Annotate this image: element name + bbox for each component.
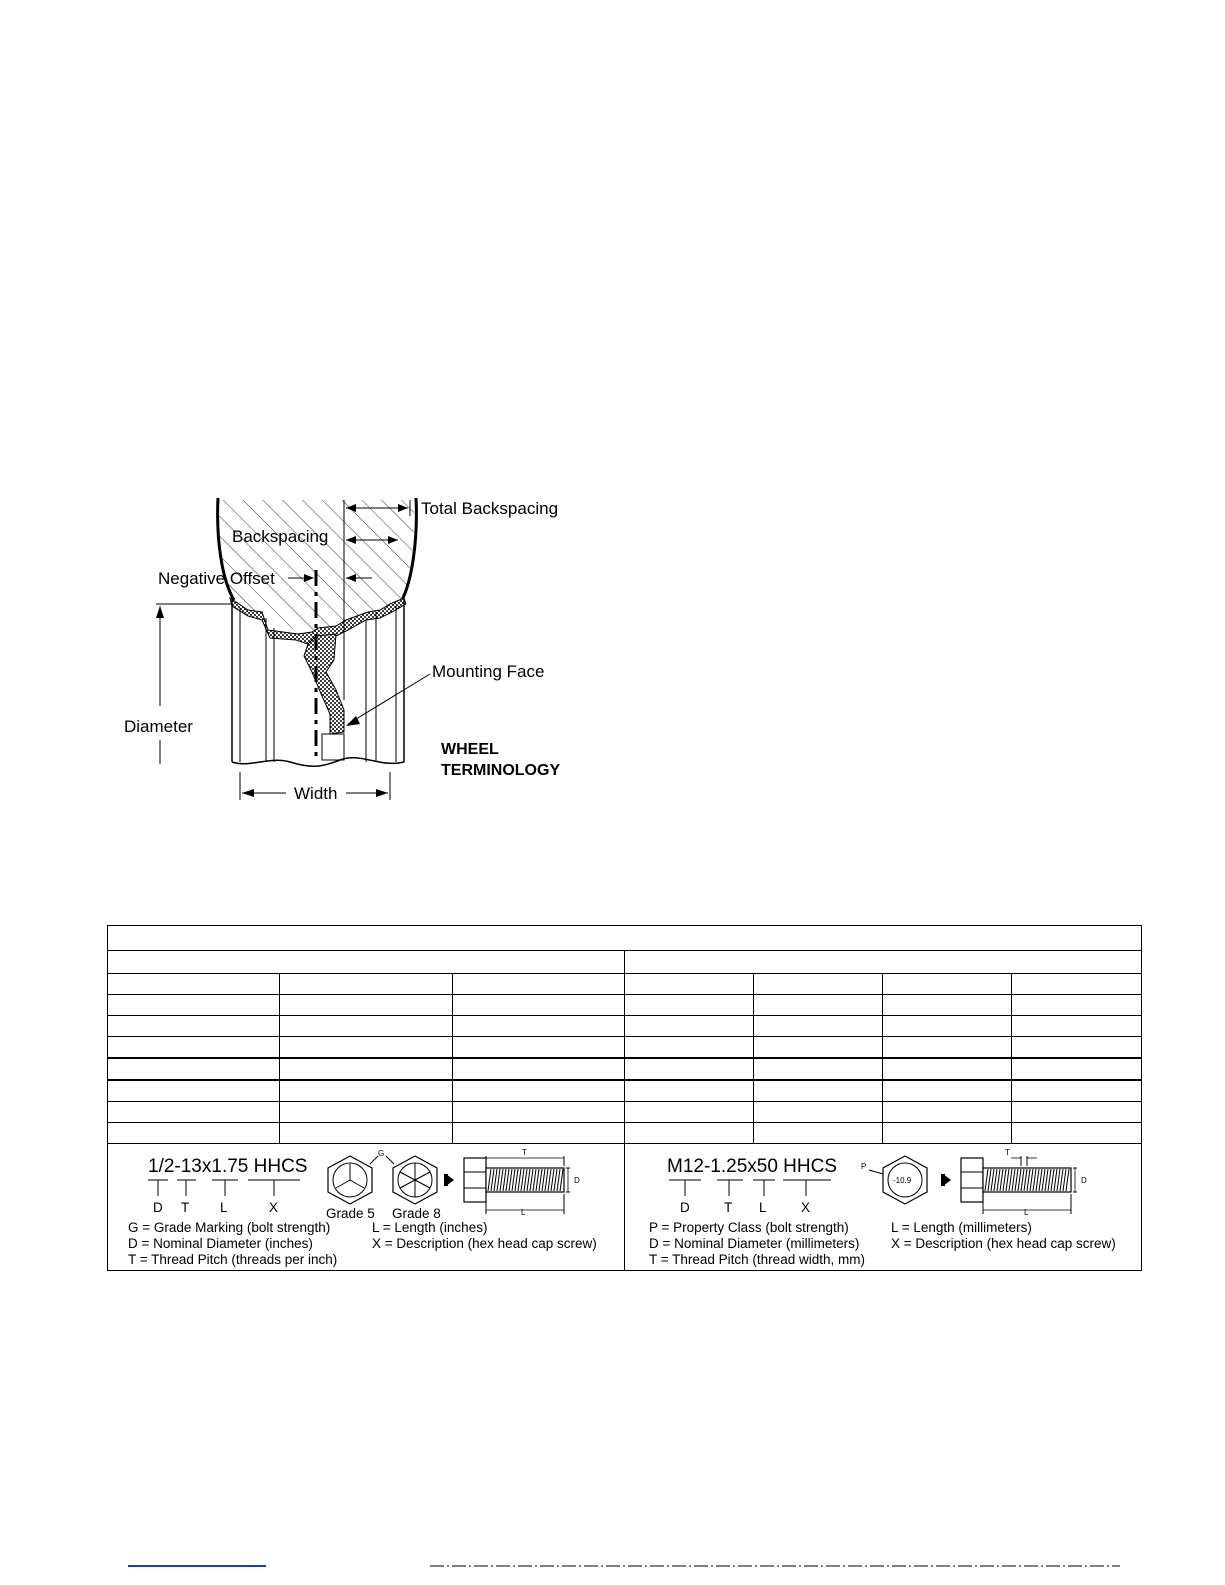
metric-legend-cell [625,1144,1142,1271]
sae-letter-d: D [153,1200,163,1215]
metric-bolt-code: M12-1.25x50 HHCS [667,1156,838,1177]
sae-legend-x: X = Description (hex head cap screw) [372,1236,597,1251]
table-cell [453,1058,625,1080]
backspacing-label: Backspacing [232,527,329,546]
table-cell [1012,995,1142,1016]
table-cell [883,995,1012,1016]
table-cell [883,974,1012,995]
table-cell [625,1080,754,1102]
grade-marker-label: G [378,1149,385,1158]
property-class-bolt-head-icon [883,1156,927,1204]
sae-legend-g: G = Grade Marking (bolt strength) [128,1220,331,1235]
grade8-bolt-head-icon [393,1156,437,1204]
table-cell [883,1037,1012,1059]
table-row [108,1016,1142,1037]
grade5-label: Grade 5 [326,1206,375,1221]
table-cell [625,974,754,995]
table-cell [625,1037,754,1059]
sae-bolt-code: 1/2-13x1.75 HHCS [148,1156,308,1177]
property-marker-label: P [861,1162,867,1171]
metric-bolt-legend [625,1144,1142,1272]
table-cell [625,1016,754,1037]
table-cell [453,1037,625,1059]
table-cell [453,1123,625,1144]
metric-group-header [625,951,1142,974]
table-cell [108,974,280,995]
table-cell [883,1123,1012,1144]
table-cell [1012,1102,1142,1123]
table-cell [883,1102,1012,1123]
table-cell [1012,1058,1142,1080]
grade8-label: Grade 8 [392,1206,441,1221]
table-cell [754,974,883,995]
table-cell [280,1037,453,1059]
footer-strip [0,1560,1225,1585]
table-cell [108,1123,280,1144]
metric-legend-p: P = Property Class (bolt strength) [649,1220,849,1235]
metric-legend-x: X = Description (hex head cap screw) [891,1236,1116,1251]
table-row [108,1037,1142,1059]
table-cell [1012,974,1142,995]
table-cell [754,1123,883,1144]
table-cell [280,1123,453,1144]
metric-letter-x: X [801,1200,811,1215]
wheel-terminology-diagram [110,490,590,810]
metric-bolt-side-view-icon [961,1148,1087,1217]
property-class-value: -10.9 [893,1176,912,1185]
table-group-row [108,951,1142,974]
table-cell [1012,1037,1142,1059]
table-cell [108,1016,280,1037]
metric-letter-d: D [680,1200,690,1215]
sae-letter-l: L [220,1200,228,1215]
table-cell [453,1102,625,1123]
table-cell [754,1037,883,1059]
sae-legend-l: L = Length (inches) [372,1220,488,1235]
table-cell [1012,1080,1142,1102]
table-cell [883,1080,1012,1102]
table-cell [453,1016,625,1037]
sae-bolt-side-view-icon [464,1148,580,1217]
metric-letter-l: L [759,1200,767,1215]
table-row [108,995,1142,1016]
diagram-title-line1: WHEEL [441,741,499,758]
metric-letter-t: T [724,1200,733,1215]
sae-thread-length-mark: T [522,1148,527,1157]
sae-letter-x: X [269,1200,279,1215]
sae-letter-t: T [181,1200,190,1215]
total-backspacing-label: Total Backspacing [421,499,559,518]
metric-diameter-mark: D [1081,1176,1087,1185]
table-cell [883,1016,1012,1037]
table-cell [280,1058,453,1080]
sae-legend-t: T = Thread Pitch (threads per inch) [128,1252,338,1267]
diameter-label: Diameter [124,717,193,736]
table-title-cell [108,926,1142,951]
table-cell [754,1080,883,1102]
sae-legend-d: D = Nominal Diameter (inches) [128,1236,313,1251]
table-cell [1012,1123,1142,1144]
table-row [108,1123,1142,1144]
table-cell [625,1123,754,1144]
table-cell [754,995,883,1016]
diagram-title-line2: TERMINOLOGY [441,762,561,779]
sae-group-header [108,951,625,974]
table-cell [754,1016,883,1037]
table-cell [625,1102,754,1123]
metric-legend-l: L = Length (millimeters) [891,1220,1032,1235]
sae-bolt-legend [108,1144,625,1272]
table-cell [453,995,625,1016]
table-header-row [108,974,1142,995]
table-cell [280,995,453,1016]
table-cell [625,1058,754,1080]
metric-legend-d: D = Nominal Diameter (millimeters) [649,1236,860,1251]
table-cell [453,974,625,995]
table-cell [883,1058,1012,1080]
metric-thread-pitch-mark: T [1005,1148,1010,1157]
table-cell [108,1102,280,1123]
sae-length-mark: L [521,1208,526,1217]
table-cell [280,1016,453,1037]
table-cell [754,1102,883,1123]
table-cell [1012,1016,1142,1037]
grade5-bolt-head-icon [328,1156,372,1204]
table-cell [453,1080,625,1102]
table-row [108,1102,1142,1123]
sae-diameter-mark: D [574,1176,580,1185]
table-cell [280,974,453,995]
table-cell [108,1037,280,1059]
table-cell [280,1102,453,1123]
mounting-face-label: Mounting Face [432,662,545,681]
table-cell [108,1080,280,1102]
table-title-row [108,926,1142,951]
table-row [108,1058,1142,1080]
legend-row [108,1144,1142,1271]
table-cell [108,1058,280,1080]
width-label: Width [294,784,338,803]
table-row [108,1080,1142,1102]
fastener-reference-table [107,925,1142,1271]
negative-offset-label: Negative Offset [158,569,275,588]
table-cell [754,1058,883,1080]
metric-legend-t: T = Thread Pitch (thread width, mm) [649,1252,865,1267]
table-cell [108,995,280,1016]
metric-length-mark: L [1024,1208,1029,1217]
table-cell [280,1080,453,1102]
table-cell [625,995,754,1016]
sae-legend-cell [108,1144,625,1271]
